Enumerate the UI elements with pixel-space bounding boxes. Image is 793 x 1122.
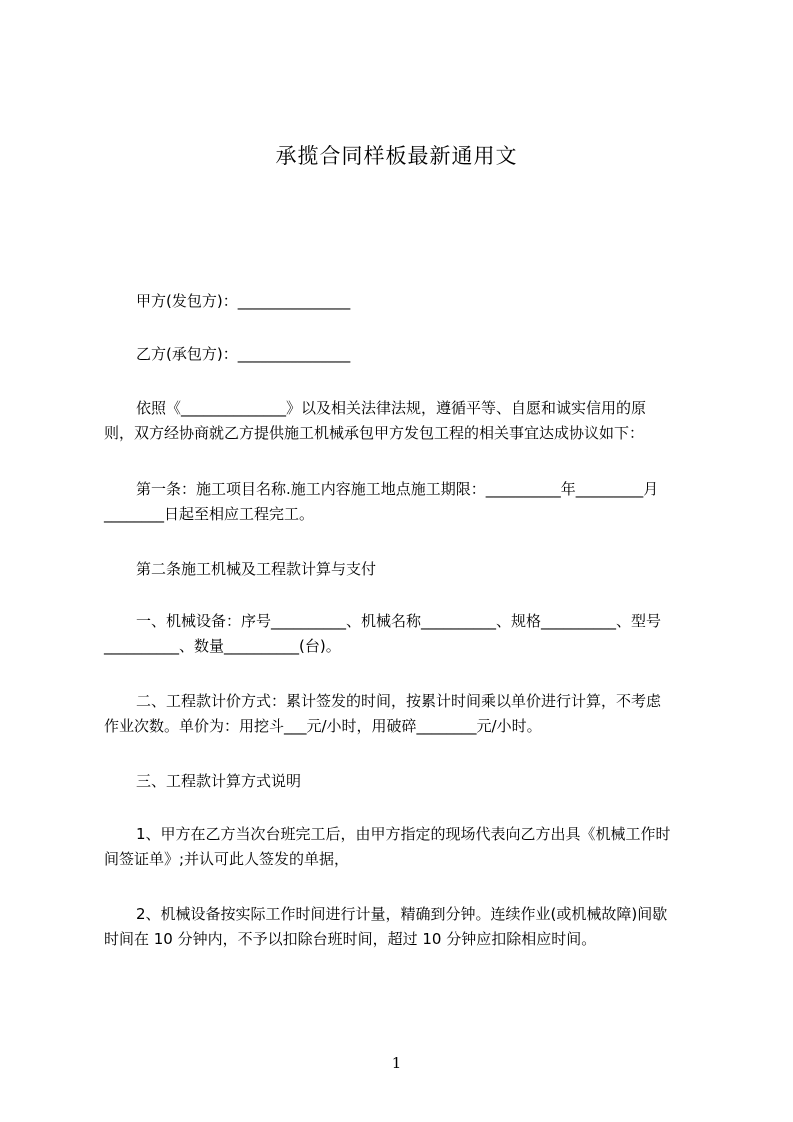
clause-2-line-2: 时间在 10 分钟内，不予以扣除台班时间，超过 10 分钟应扣除相应时间。 xyxy=(104,930,597,948)
party-b-line xyxy=(104,342,700,367)
item-2-line-2: 作业次数。单价为：用挖斗___元/小时，用破碎________元/小时。 xyxy=(104,717,542,735)
intro-line-1: 依照《______________》以及相关法律法规，遵循平等、自愿和诚实信用的原 xyxy=(136,399,647,417)
article-1-paragraph xyxy=(104,477,700,527)
party-b-text: 乙方(承包方)：_______________ xyxy=(136,345,351,363)
intro-paragraph xyxy=(104,396,700,446)
clause-2-paragraph xyxy=(104,902,700,952)
intro-line-2: 则，双方经协商就乙方提供施工机械承包甲方发包工程的相关事宜达成协议如下： xyxy=(104,424,645,442)
party-a-line xyxy=(104,289,700,314)
party-a-text: 甲方(发包方)：_______________ xyxy=(136,292,351,310)
article-2-heading-text: 第二条施工机械及工程款计算与支付 xyxy=(136,560,377,578)
clause-1-paragraph xyxy=(104,822,700,872)
clause-1-line-2: 间签证单》;并认可此人签发的单据， xyxy=(104,850,350,868)
item-2-paragraph xyxy=(104,689,700,739)
article-2-heading xyxy=(104,557,700,582)
item-1-paragraph xyxy=(104,609,700,659)
page-number: 1 xyxy=(391,1054,402,1072)
item-2-line-1: 二、工程款计价方式：累计签发的时间，按累计时间乘以单价进行计算，不考虑 xyxy=(136,692,662,710)
article-1-line-1: 第一条：施工项目名称.施工内容施工地点施工期限：__________年_________月 xyxy=(136,480,659,498)
clause-1-line-1: 1、甲方在乙方当次台班完工后，由甲方指定的现场代表向乙方出具《机械工作时 xyxy=(136,825,671,843)
article-1-line-2: ________日起至相应工程完工。 xyxy=(104,505,315,523)
item-1-line-2: __________、数量__________(台)。 xyxy=(104,637,341,655)
document-title: 承揽合同样板最新通用文 xyxy=(275,144,518,168)
item-1-line-1: 一、机械设备：序号__________、机械名称__________、规格__________、型号 xyxy=(136,612,662,630)
item-3-heading xyxy=(104,769,700,794)
clause-2-line-1: 2、机械设备按实际工作时间进行计量，精确到分钟。连续作业(或机械故障)间歇 xyxy=(136,905,668,923)
item-3-heading-text: 三、工程款计算方式说明 xyxy=(136,772,302,790)
